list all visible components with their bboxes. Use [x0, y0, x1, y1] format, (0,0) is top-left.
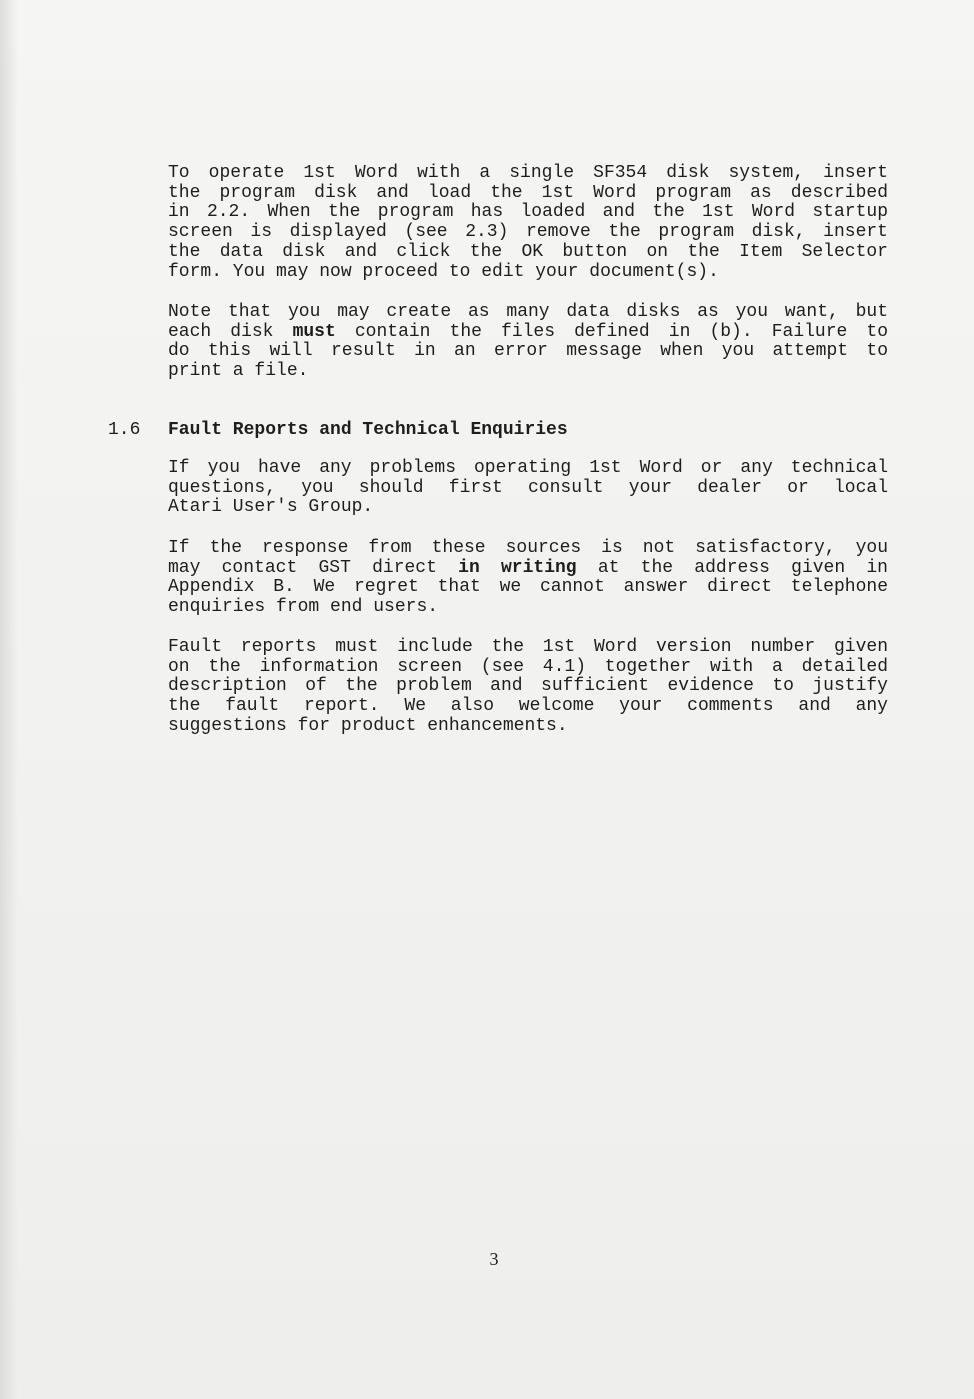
text-line: Fault reports must include the 1st Word version number given: [168, 637, 888, 657]
text-line: enquiries from end users.: [168, 597, 439, 618]
text-line: To operate 1st Word with a single SF354 disk system, insert: [168, 163, 888, 183]
paragraph-single-disk-operation: [168, 164, 888, 282]
text-line: the fault report. We also welcome your comments and any: [168, 696, 888, 717]
text-segment: each disk: [168, 321, 274, 342]
paragraph-consult-dealer: [168, 459, 888, 518]
text-line: [168, 323, 888, 343]
page-number: 3: [489, 1249, 499, 1269]
text-line: the data disk and click the OK button on the Item Selector: [168, 241, 888, 262]
emphasis-in-writing: in writing: [458, 557, 577, 578]
section-title: Fault Reports and Technical Enquiries: [168, 420, 568, 440]
text-line: [168, 559, 888, 579]
section-number: 1.6: [108, 420, 141, 440]
text-line: Appendix B. We regret that we cannot answer direct telephone: [168, 577, 888, 598]
paragraph-fault-reports: [168, 638, 888, 737]
text-line: Atari User's Group.: [168, 497, 374, 518]
text-line: on the information screen (see 4.1) together with a detailed: [168, 656, 888, 677]
text-line: suggestions for product enhancements.: [168, 715, 568, 736]
text-line: If you have any problems operating 1st Word or any technical: [168, 458, 888, 478]
emphasis-must: must: [292, 321, 336, 342]
text-line: in 2.2. When the program has loaded and the 1st Word startup: [168, 202, 888, 223]
text-line: screen is displayed (see 2.3) remove the program disk, insert: [168, 222, 888, 243]
text-line: print a file.: [168, 361, 309, 382]
text-line: the program disk and load the 1st Word program as described: [168, 182, 888, 203]
text-line: If the response from these sources is not satisfactory, you: [168, 538, 888, 558]
text-segment: may contact GST direct: [168, 557, 437, 578]
text-line: form. You may now proceed to edit your document(s).: [168, 261, 719, 282]
paragraph-data-disks-note: [168, 303, 888, 382]
text-line: do this will result in an error message when you attempt to: [168, 341, 888, 362]
text-line: Note that you may create as many data disks as you want, but: [168, 302, 888, 322]
text-line: description of the problem and sufficient evidence to justify: [168, 676, 888, 697]
text-line: questions, you should first consult your dealer or local: [168, 477, 888, 498]
text-segment: at the address given in: [597, 557, 888, 578]
page-edge-shadow: [0, 0, 18, 1399]
text-segment: contain the files defined in (b). Failure to: [354, 321, 888, 342]
paragraph-contact-gst: [168, 539, 888, 618]
